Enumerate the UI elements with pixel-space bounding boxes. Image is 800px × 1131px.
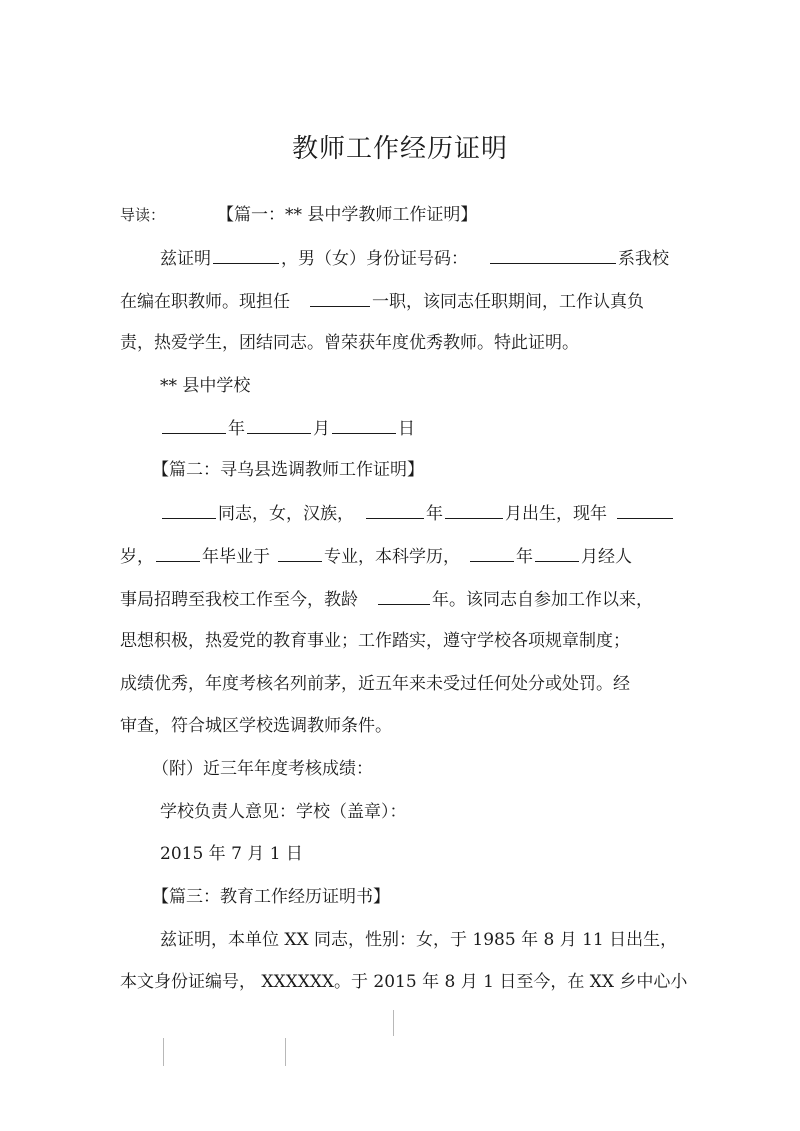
blank-name (162, 500, 216, 519)
section3-heading: 【篇三：教育工作经历证明书】 (152, 887, 390, 907)
blank-id-number (490, 245, 616, 264)
blank-teaching-years (378, 586, 430, 605)
s2-text: 月经人 (581, 547, 632, 567)
blank-grad-year (156, 543, 200, 562)
blank-position (310, 288, 370, 307)
blank-day (332, 415, 396, 434)
s2-text: 专业，本科学历， (324, 547, 460, 567)
s2-line-3 (120, 586, 653, 612)
blank-birth-year (366, 500, 424, 519)
p1-text: ，男（女）身份证号码： (281, 249, 468, 269)
s2-line-4: 思想积极，热爱党的教育事业；工作踏实，遵守学校各项规章制度； (120, 631, 630, 651)
s3-line-2: 本文身份证编号， XXXXXX。于 2015 年 8 月 1 日至今，在 XX 乡中心小 (120, 972, 688, 992)
p1-line-2 (120, 288, 644, 314)
s2-date: 2015 年 7 月 1 日 (160, 844, 303, 864)
s2-text: 年 (426, 504, 443, 524)
s2-text: 年毕业于 (202, 547, 270, 567)
date-blank-line (160, 415, 415, 441)
p1-text: 系我校 (618, 249, 669, 269)
s3-line-1: 兹证明，本单位 XX 同志，性别：女，于 1985 年 8 月 11 日出生， (160, 930, 678, 950)
s2-text: 年。该同志自参加工作以来， (432, 590, 653, 610)
s2-line-6: 审查，符合城区学校选调教师条件。 (120, 716, 392, 736)
s2-text: 事局招聘至我校工作至今，教龄 (120, 590, 358, 610)
p1-line-1 (160, 245, 669, 271)
blank-major (278, 543, 322, 562)
year-label: 年 (228, 419, 245, 439)
month-label: 月 (313, 419, 330, 439)
blank-birth-month (445, 500, 503, 519)
section2-heading: 【篇二：寻乌县选调教师工作证明】 (152, 460, 424, 480)
lead-label: 导读： (120, 206, 166, 224)
blank-name (213, 245, 279, 264)
s2-line-5: 成绩优秀，年度考核名列前茅，近五年来未受过任何处分或处罚。经 (120, 674, 630, 694)
s2-text: 年 (516, 547, 533, 567)
blank-age (617, 500, 673, 519)
s2-text: 月出生，现年 (505, 504, 607, 524)
blank-hire-month (535, 543, 579, 562)
s2-line-7: （附）近三年年度考核成绩： (152, 759, 373, 779)
table-border-mark (285, 1038, 286, 1066)
blank-month (247, 415, 311, 434)
s2-line-1 (160, 500, 675, 526)
p1-text: 兹证明 (160, 249, 211, 269)
school-name: ** 县中学校 (160, 376, 251, 396)
section1-heading: 【篇一：** 县中学教师工作证明】 (217, 205, 478, 225)
day-label: 日 (398, 419, 415, 439)
blank-year (162, 415, 226, 434)
s2-text: 岁， (120, 547, 154, 567)
table-border-mark (393, 1010, 394, 1036)
p1-text: 一职，该同志任职期间，工作认真负 (372, 292, 644, 312)
s2-line-2 (120, 543, 632, 569)
p1-line-3: 责，热爱学生，团结同志。曾荣获年度优秀教师。特此证明。 (120, 333, 579, 353)
blank-hire-year (470, 543, 514, 562)
p1-text: 在编在职教师。现担任 (120, 292, 290, 312)
lead-line (120, 203, 477, 227)
s2-text: 同志，女，汉族， (218, 504, 354, 524)
s2-line-8: 学校负责人意见：学校（盖章）： (160, 802, 407, 822)
table-border-mark (163, 1038, 164, 1066)
document-title: 教师工作经历证明 (291, 134, 508, 164)
